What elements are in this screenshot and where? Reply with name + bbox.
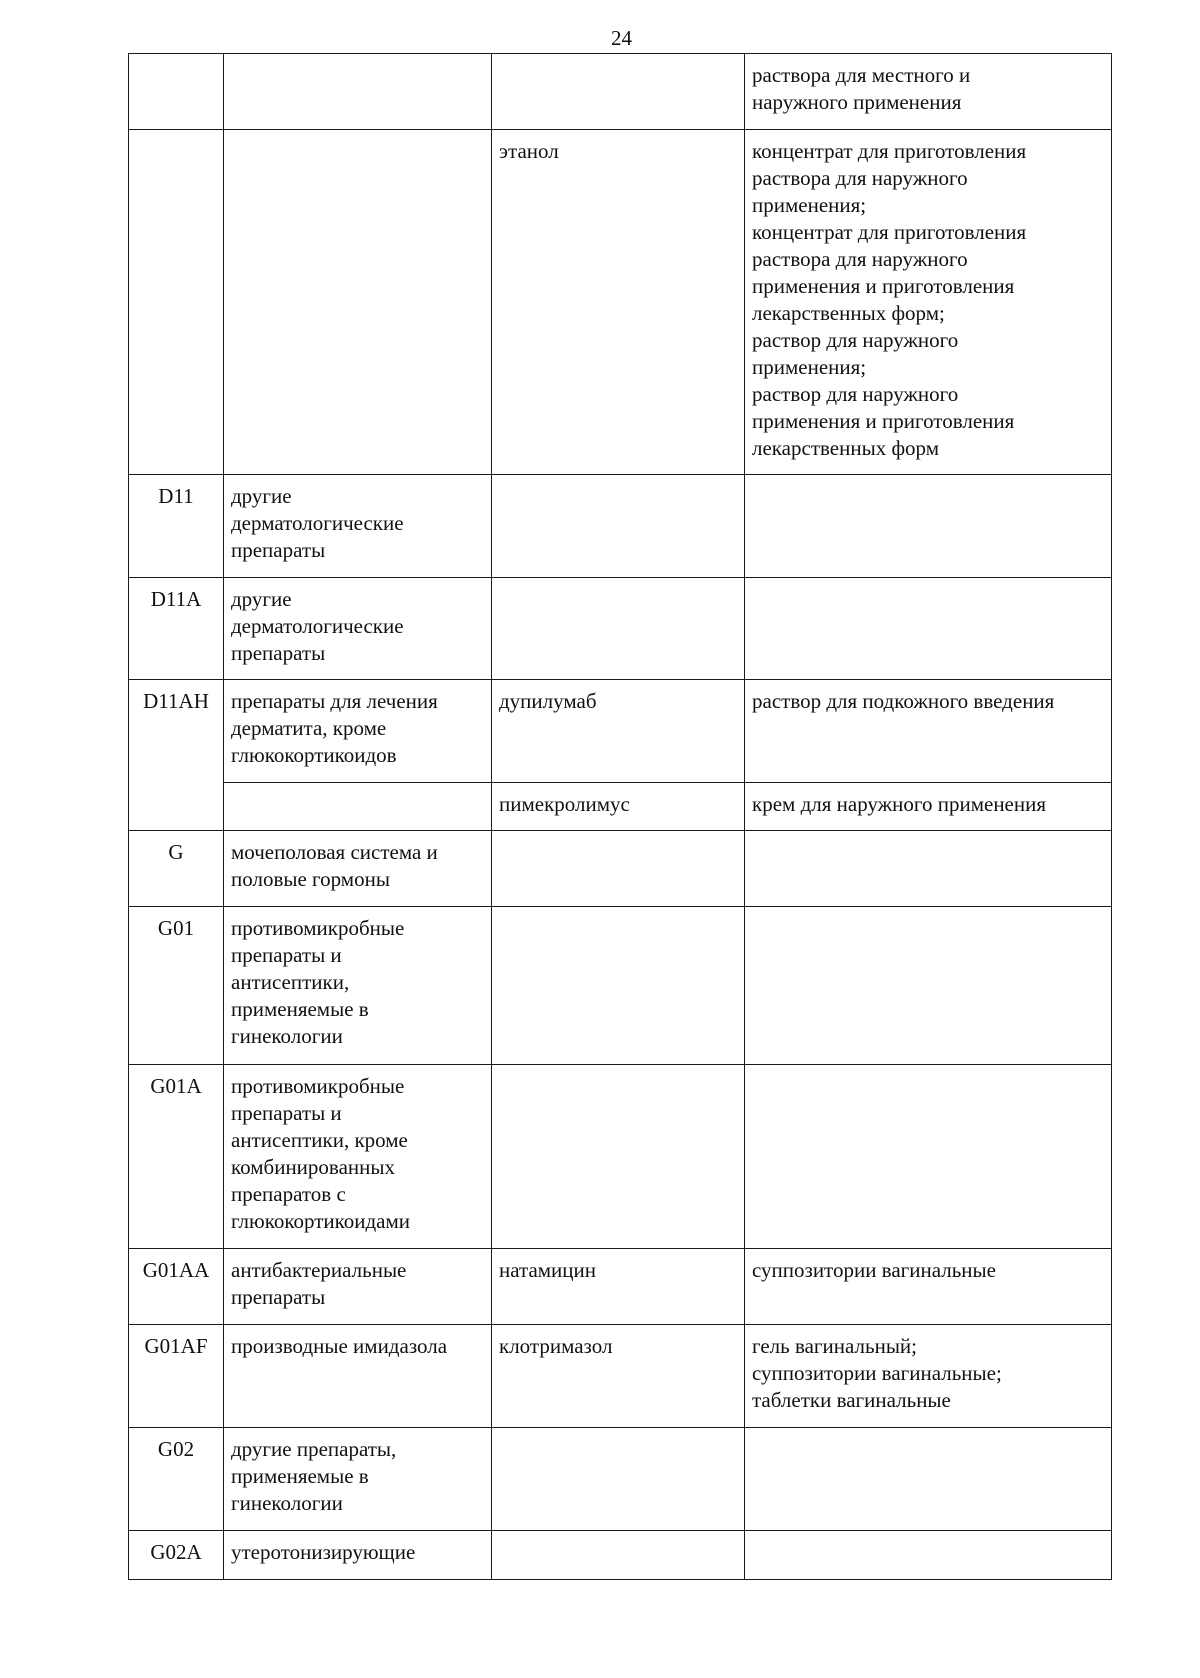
table-row [129,907,1112,1065]
dosage-forms-cell: раствора для местного и наружного применения [745,54,1112,130]
table-row [129,783,1112,831]
atc-code-cell: G02 [129,1428,224,1531]
atc-code-cell: G01A [129,1065,224,1249]
anatomical-group-cell [224,54,492,130]
page-number: 24 [611,26,632,50]
dosage-forms-cell [745,475,1112,578]
anatomical-group-cell: другие дерматологические препараты [224,578,492,680]
dosage-forms-cell [745,1428,1112,1531]
table-row [129,54,1112,130]
drug-name-cell [492,831,745,907]
table-row [129,680,1112,783]
drug-name-cell: дупилумаб [492,680,745,783]
drug-name-cell: этанол [492,130,745,475]
dosage-forms-cell: гель вагинальный; суппозитории вагинальные; таблетки вагинальные [745,1325,1112,1428]
anatomical-group-cell: производные имидазола [224,1325,492,1428]
anatomical-group-cell [224,783,492,831]
table-row [129,475,1112,578]
dosage-forms-cell: концентрат для приготовления раствора для наружного применения; концентрат для приготовления раствора для наружного применения и приготовления лекарственных форм; раствор для наружного применения; раствор для наружного применения и приготовления лекарственных форм [745,130,1112,475]
atc-code-cell: D11 [129,475,224,578]
table-row [129,1065,1112,1249]
dosage-forms-cell: суппозитории вагинальные [745,1249,1112,1325]
table-row [129,130,1112,475]
dosage-forms-cell [745,578,1112,680]
atc-code-cell: G01AA [129,1249,224,1325]
atc-code-cell: G [129,831,224,907]
dosage-forms-cell: раствор для подкожного введения [745,680,1112,783]
drug-name-cell [492,1428,745,1531]
atc-code-cell: G01AF [129,1325,224,1428]
atc-code-cell: G02A [129,1531,224,1580]
drug-classification-table [128,53,1112,1580]
dosage-forms-cell: крем для наружного применения [745,783,1112,831]
drug-name-cell [492,1531,745,1580]
anatomical-group-cell: другие препараты, применяемые в гинекологии [224,1428,492,1531]
drug-name-cell: клотримазол [492,1325,745,1428]
anatomical-group-cell: противомикробные препараты и антисептики, кроме комбинированных препаратов с глюкокортикоидами [224,1065,492,1249]
anatomical-group-cell: препараты для лечения дерматита, кроме глюкокортикоидов [224,680,492,783]
drug-name-cell: пимекролимус [492,783,745,831]
drug-name-cell [492,54,745,130]
anatomical-group-cell: мочеполовая система и половые гормоны [224,831,492,907]
atc-code-cell: D11A [129,578,224,680]
table-row [129,578,1112,680]
anatomical-group-cell: противомикробные препараты и антисептики, применяемые в гинекологии [224,907,492,1065]
table-row [129,1428,1112,1531]
anatomical-group-cell: утеротонизирующие [224,1531,492,1580]
drug-name-cell [492,475,745,578]
anatomical-group-cell: антибактериальные препараты [224,1249,492,1325]
atc-code-cell [129,783,224,831]
drug-name-cell [492,1065,745,1249]
atc-code-cell [129,130,224,475]
table-row [129,1531,1112,1580]
table-row [129,1249,1112,1325]
anatomical-group-cell: другие дерматологические препараты [224,475,492,578]
dosage-forms-cell [745,1065,1112,1249]
dosage-forms-cell [745,831,1112,907]
table-row [129,1325,1112,1428]
drug-name-cell [492,578,745,680]
atc-code-cell [129,54,224,130]
table-row [129,831,1112,907]
atc-code-cell: D11AH [129,680,224,783]
drug-name-cell [492,907,745,1065]
dosage-forms-cell [745,907,1112,1065]
dosage-forms-cell [745,1531,1112,1580]
atc-code-cell: G01 [129,907,224,1065]
anatomical-group-cell [224,130,492,475]
drug-name-cell: натамицин [492,1249,745,1325]
